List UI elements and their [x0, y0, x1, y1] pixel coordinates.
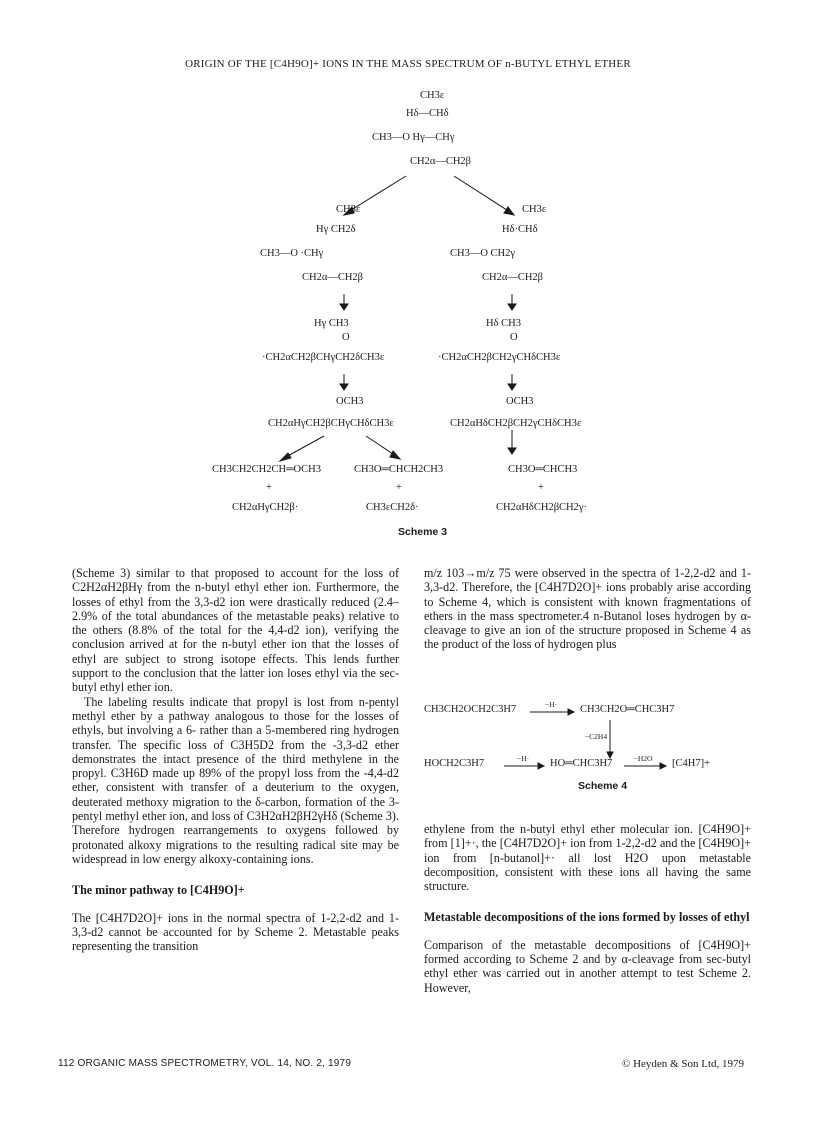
right-s2-h-ch3: Hδ CH3: [486, 318, 521, 329]
s4-arrow-label-h2o: −H2O: [633, 754, 653, 763]
left-product-1-ion: CH3CH2CH2CH═OCH3: [212, 464, 321, 475]
left-paragraph-2: The labeling results indicate that propyl is lost from n-pentyl methyl ether by a pathway analogous to those for the losses of ethyls, but involving a 6- rather than a 5-membered ring hydrogen transfer. The specific loss of C3H5D2 from the -3,3-d2 ether demonstrates the intact presence of the third methylene in the propyl. C3H6D made up 89% of the propyl loss from the -4,4-d2 ether, consistent with transfer of a deuterium to the oxygen, deuterated methoxy migration to the δ-carbon, formation of the 3-pentyl methyl ether ion, and loss of C3H2αH2βH2γHδ (Scheme 3). Therefore hydrogen rearrangements to oxygens followed by protonated alkoxy migrations to the resulting radical site may be widespread in low energy alkoxy-containing ions.: [72, 694, 399, 866]
right-product-ion: CH3O═CHCH3: [508, 464, 578, 475]
top-ch3-epsilon: CH3ε: [420, 90, 445, 101]
left-paragraph-1: (Scheme 3) similar to that proposed to account for the loss of C2H2αH2βHγ from the n-butyl ethyl ether ion. Furthermore, the losses of ethyl from the 3,3-d2 ion were drastically reduced (2.4–2.9% of the total abundances of the metastable peaks) relative to the others (8.8% of the total for the 4,4-d2 ion), verifying the conclusion arrived at for the n-butyl ether ion that the losses of ethyl are subject to strong isotope effects. This lends further support to the conclusion that the latter ion loses ethyl via the sec-butyl ethyl ether ion.: [72, 566, 399, 695]
s4-butanol: HOCH2C3H7: [424, 758, 485, 769]
top-hd-chd: Hδ—CHδ: [406, 108, 449, 119]
plus-sign: +: [538, 482, 544, 493]
right-s3-chain: CH2αHδCH2βCH2γCHδCH3ε: [450, 418, 582, 429]
plus-sign: +: [396, 482, 402, 493]
right-s2-o: O: [510, 332, 518, 343]
right-product-neutral: CH2αHδCH2βCH2γ·: [496, 502, 588, 513]
right-s1-ch2ch2: CH2α—CH2β: [482, 272, 544, 283]
s4-arrow-label-c2h4: −C2H4: [584, 732, 608, 741]
top-ch3o: CH3—O Hγ—CHγ: [372, 132, 455, 143]
left-s1-ch3: CH3ε: [336, 204, 361, 215]
s4-ion-1: CH3CH2O═CHC3H7: [580, 704, 675, 715]
right-s1-ch3: CH3ε: [522, 204, 547, 215]
left-column: [72, 566, 399, 953]
right-s1-ch3o: CH3—O CH2γ: [450, 248, 516, 259]
scheme-4: [424, 694, 754, 794]
right-s2-chain: ·CH2αCH2βCH2γCHδCH3ε: [438, 352, 561, 363]
left-product-1-neutral: CH2αHγCH2β·: [232, 502, 299, 513]
scheme-3-label: Scheme 3: [398, 526, 448, 538]
left-s3-och3: OCH3: [336, 396, 364, 407]
left-product-2-ion: CH3O═CHCH2CH3: [354, 464, 444, 475]
s4-arrow-label-1: −H·: [544, 700, 558, 709]
right-s1-hd: Hδ·CHδ: [502, 224, 538, 235]
left-product-2-neutral: CH3εCH2δ·: [366, 502, 419, 513]
right-paragraph-3: Comparison of the metastable decompositions of [C4H9O]+ formed according to Scheme 2 and by α-cleavage from sec-butyl ethyl ether was carried out in another attempt to test Scheme 2. However,: [424, 937, 751, 995]
plus-sign: +: [266, 482, 272, 493]
s4-c4h7: [C4H7]+: [672, 758, 711, 769]
s4-reactant: CH3CH2OCH2C3H7: [424, 704, 517, 715]
right-paragraph-2: ethylene from the n-butyl ethyl ether molecular ion. [C4H9O]+ from [1]+·, the [C4H7D2O]+ ion from 1-2,2-d2 and the [C4H9O]+ ion from [n-butanol]+· all lost H2O upon metastable decomposition, consistent with these ions all having the same structure.: [424, 822, 751, 894]
footer-journal: 112 ORGANIC MASS SPECTROMETRY, VOL. 14, NO. 2, 1979: [58, 1058, 352, 1069]
s4-arrow-label-2: −H·: [516, 754, 530, 763]
s4-oxonium: HO═CHC3H7: [550, 758, 613, 769]
left-paragraph-3: The [C4H7D2O]+ ions in the normal spectra of 1-2,2-d2 and 1-3,3-d2 cannot be accounted for by Scheme 2. Metastable peaks representing the transition: [72, 910, 399, 954]
section-heading-metastable: Metastable decompositions of the ions formed by losses of ethyl: [424, 910, 750, 925]
scheme-4-label: Scheme 4: [578, 780, 628, 792]
scheme-3-arrows: [196, 84, 756, 544]
left-s3-chain: CH2αHγCH2βCHγCHδCH3ε: [268, 418, 394, 429]
running-header: ORIGIN OF THE [C4H9O]+ IONS IN THE MASS SPECTRUM OF n-BUTYL ETHYL ETHER: [185, 58, 631, 70]
right-s3-och3: OCH3: [506, 396, 534, 407]
section-heading-minor-pathway: The minor pathway to [C4H9O]+: [72, 883, 245, 898]
right-column-continued: [424, 822, 751, 995]
left-s2-h-ch3: Hγ CH3: [314, 318, 349, 329]
left-s1-ch2: Hγ CH2δ: [316, 224, 356, 235]
left-s2-chain: ·CH2αCH2βCHγCH2δCH3ε: [262, 352, 385, 363]
right-column: [424, 566, 751, 652]
top-ch2-ch2: CH2α—CH2β: [410, 156, 472, 167]
footer-copyright: © Heyden & Son Ltd, 1979: [621, 1058, 744, 1070]
left-s2-o: O: [342, 332, 350, 343]
right-paragraph-1: m/z 103→m/z 75 were observed in the spectra of 1-2,2-d2 and 1-3,3-d2. Therefore, the [C4H7D2O]+ ions probably arise according to Scheme 4, which is consistent with known fragmentations of ethers in the mass spectrometer.4 n-Butanol loses hydrogen by α-cleavage to give an ion of the structure proposed in Scheme 4 as the product of the loss of hydrogen plus: [424, 566, 751, 652]
left-s1-ch2ch2: CH2α—CH2β: [302, 272, 364, 283]
left-s1-ch3o: CH3—O ·CHγ: [260, 248, 324, 259]
scheme-3: [196, 84, 756, 544]
